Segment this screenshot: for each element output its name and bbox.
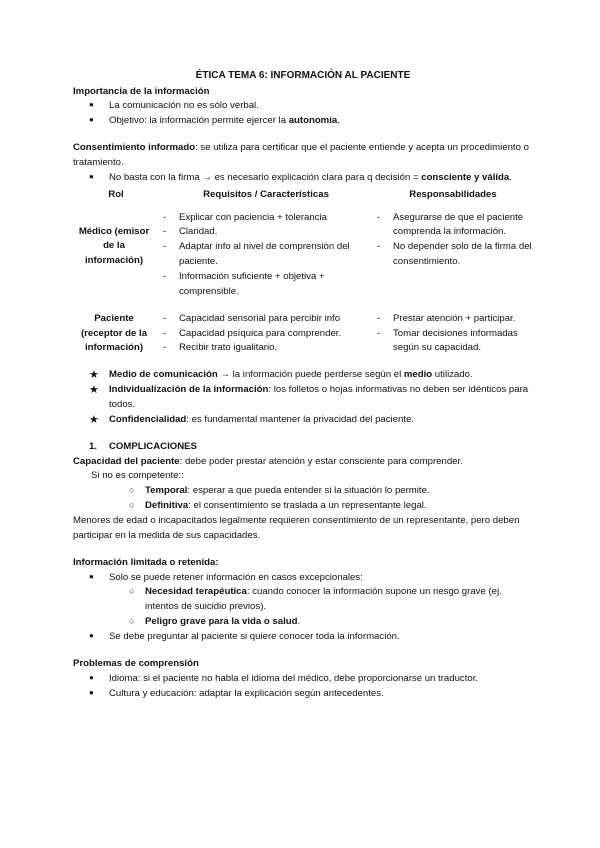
document-page [73, 68, 533, 701]
header-requisitos: Requisitos / Características [203, 188, 329, 200]
key-points-list [73, 368, 533, 427]
list-item: ● Idioma: si el paciente no habla el idioma del médico, debe proporcionarse un traductor. [73, 672, 533, 687]
list-item: - Claridad. [159, 225, 373, 240]
menores-paragraph: Menores de edad o incapacitados legalmente requieren consentimiento de un representante, pero deben participar en la medida de sus capacidades. [73, 514, 520, 541]
roles-table [73, 186, 533, 357]
responsabilidades-cell [373, 312, 533, 357]
comprension-heading: Problemas de comprensión [73, 657, 199, 669]
importancia-heading: Importancia de la información [73, 85, 210, 97]
header-rol: Rol [108, 188, 124, 200]
list-item: - Tomar decisiones informadas según su capacidad. [373, 327, 533, 357]
complicaciones-heading: 1. COMPLICACIONES [89, 440, 197, 452]
role-cell: Paciente (receptor de la información) [80, 312, 148, 354]
list-item: ○ Necesidad terapéutica: cuando conocer la información supone un riesgo grave (ej. intentos de suicidio previos). [73, 585, 533, 615]
consentimiento-paragraph: Consentimiento informado: se utiliza para certificar que el paciente entiende y acepta un procedimiento o tratamiento. [73, 142, 529, 168]
list-item: ○ Temporal: esperar a que pueda entender si la situación lo permite. [73, 484, 533, 499]
list-item: - Explicar con paciencia + tolerancia [159, 211, 373, 226]
consentimiento-list [73, 171, 533, 186]
list-item: ● Objetivo: la información permite ejercer la autonomía. [73, 114, 533, 129]
requisitos-cell [159, 211, 373, 300]
table-row [73, 211, 533, 300]
table-header-row [73, 186, 533, 211]
list-item: - Capacidad psíquica para comprender. [159, 327, 373, 342]
list-item: - Recibir trato igualitario. [159, 341, 373, 356]
list-item: ● Cultura y educación: adaptar la explicación según antecedentes. [73, 687, 533, 702]
list-item: ● No basta con la firma → es necesario explicación clara para q decisión = consciente y válida. [73, 171, 533, 186]
list-item: - Asegurarse de que el paciente comprenda la información. [373, 211, 533, 241]
list-item: - Adaptar info al nivel de comprensión del paciente. [159, 240, 373, 270]
limitada-list-2 [73, 630, 533, 645]
list-item: - Prestar atención + participar. [373, 312, 533, 327]
requisitos-cell [159, 312, 373, 357]
list-item: ★ Individualización de la información: los folletos o hojas informativas no deben ser idénticos para todos. [73, 383, 533, 413]
list-item: - No depender solo de la firma del consentimiento. [373, 240, 533, 270]
si-no-competente: Si no es competente:: [91, 470, 184, 482]
capacidad-paragraph: Capacidad del paciente: debe poder prestar atención y estar consciente para comprender. [73, 455, 463, 467]
limitada-sublist [73, 585, 533, 630]
list-item: ★ Confidencialidad: es fundamental mantener la privacidad del paciente. [73, 413, 533, 428]
list-item: ● Se debe preguntar al paciente si quiere conocer toda la información. [73, 630, 533, 645]
list-item: ○ Definitiva: el consentimiento se traslada a un representante legal. [73, 499, 533, 514]
list-item: ● La comunicación no es sólo verbal. [73, 99, 533, 114]
list-item: ○ Peligro grave para la vida o salud. [73, 615, 533, 630]
document-title: ÉTICA TEMA 6: INFORMACIÓN AL PACIENTE [195, 70, 411, 81]
list-item: ● Solo se puede retener información en casos excepcionales: [73, 571, 533, 586]
header-responsabilidades: Responsabilidades [409, 188, 497, 200]
role-cell: Médico (emisor de la información) [78, 225, 150, 267]
table-row [73, 312, 533, 357]
comprension-list [73, 672, 533, 702]
limitada-heading: Información limitada o retenida: [73, 556, 219, 568]
list-item: - Capacidad sensorial para percibir info [159, 312, 373, 327]
competencia-sublist [73, 484, 533, 514]
responsabilidades-cell [373, 211, 533, 300]
limitada-list [73, 571, 533, 586]
list-item: - Información suficiente + objetiva + comprensible. [159, 270, 373, 300]
list-item: ★ Medio de comunicación → la información puede perderse según el medio utilizado. [73, 368, 533, 383]
importancia-list [73, 99, 533, 129]
